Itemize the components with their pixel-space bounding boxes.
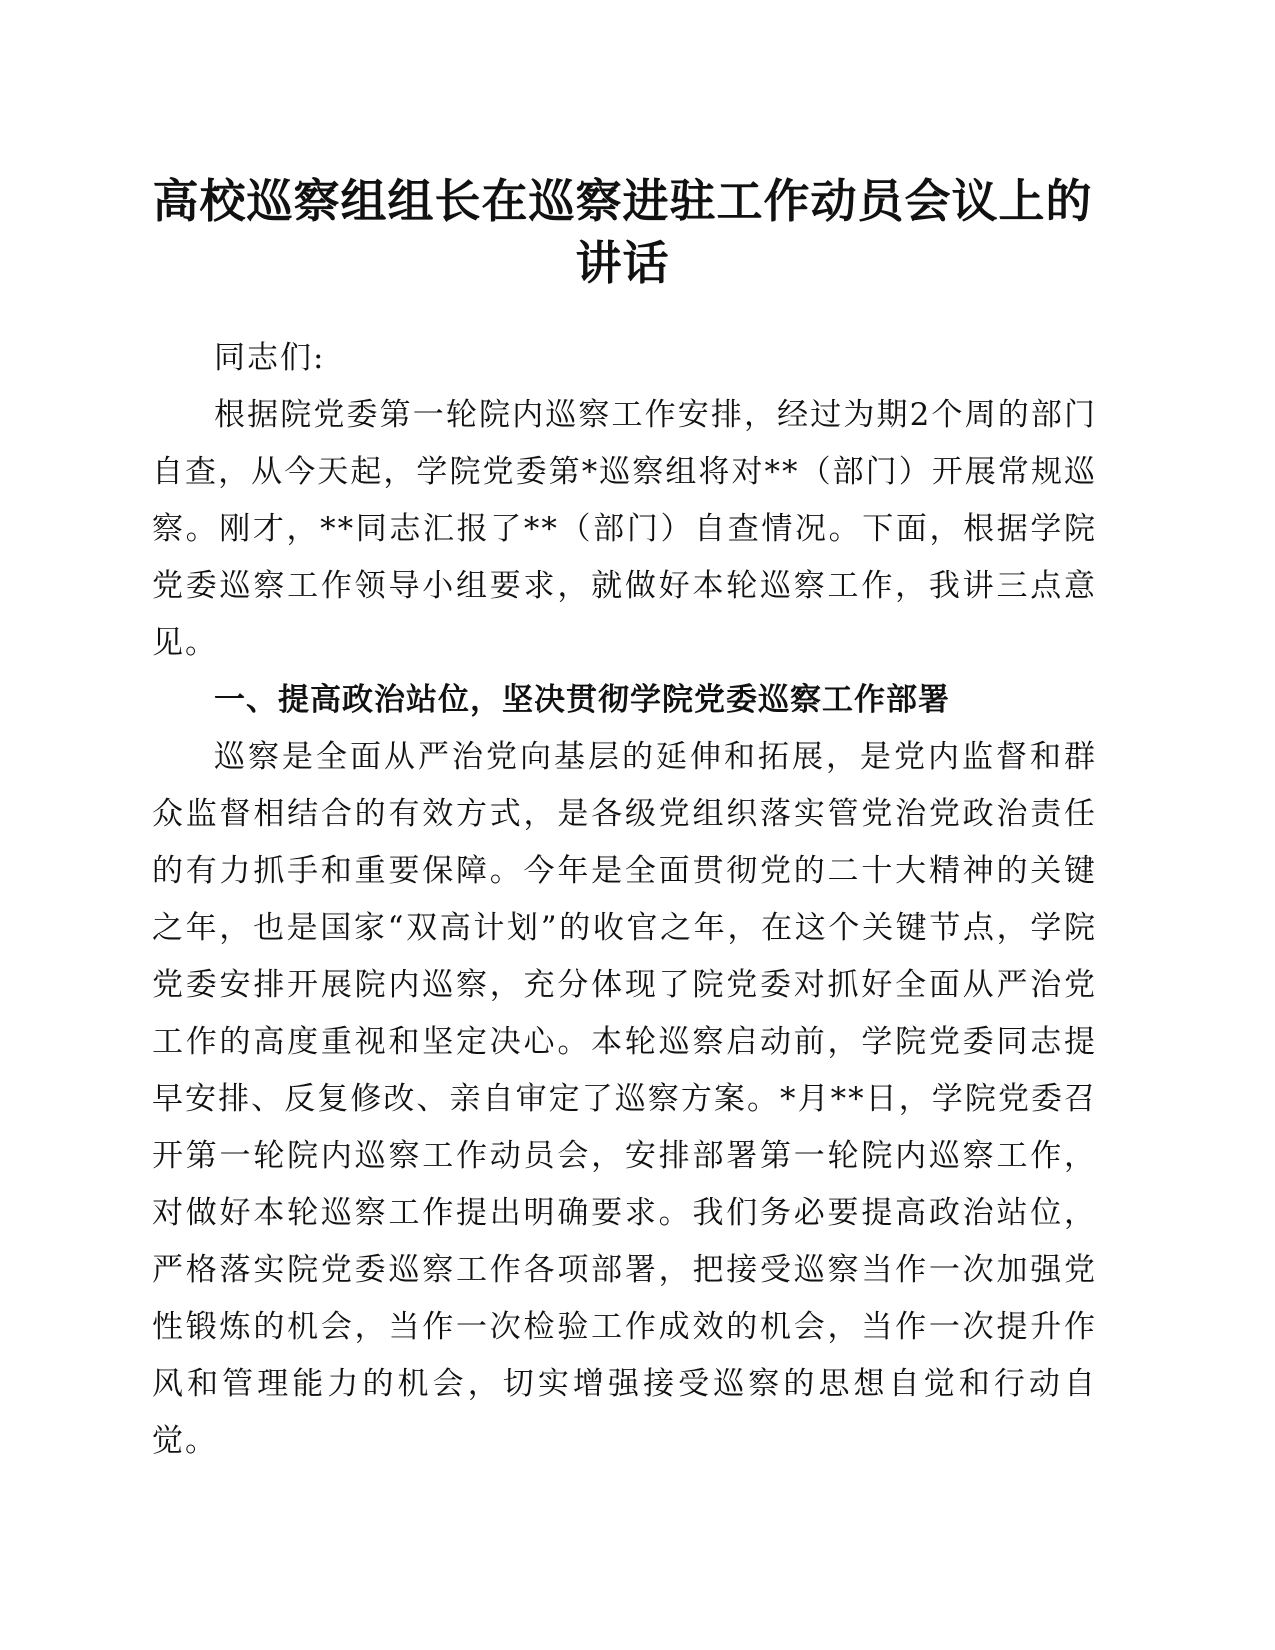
document-title: 高校巡察组组长在巡察进驻工作动员会议上的讲话 [152, 174, 1093, 290]
section-heading: 一、提高政治站位，坚决贯彻学院党委巡察工作部署 [214, 682, 950, 718]
salutation: 同志们: [214, 340, 326, 376]
body-paragraph: 巡察是全面从严治党向基层的延伸和拓展，是党内监督和群众监督相结合的有效方式，是各级党组织落实管党治党政治责任的有力抓手和重要保障。今年是全面贯彻党的二十大精神的关键之年，也是国家“双高计划”的收官之年，在这个关键节点，学院党委安排开展院内巡察，充分体现了院党委对抓好全面从严治党工作的高度重视和坚定决心。本轮巡察启动前，学院党委同志提早安排、反复修改、亲自审定了巡察方案。*月**日，学院党委召开第一轮院内巡察工作动员会，安排部署第一轮院内巡察工作，对做好本轮巡察工作提出明确要求。我们务必要提高政治站位，严格落实院党委巡察工作各项部署，把接受巡察当作一次加强党性锻炼的机会，当作一次检验工作成效的机会，当作一次提升作风和管理能力的机会，切实增强接受巡察的思想自觉和行动自觉。 [152, 739, 1097, 1459]
document-body [152, 330, 1097, 1470]
intro-paragraph: 根据院党委第一轮院内巡察工作安排，经过为期2个周的部门自查，从今天起，学院党委第*巡察组将对**（部门）开展常规巡察。刚才，**同志汇报了**（部门）自查情况。下面，根据学院党委巡察工作领导小组要求，就做好本轮巡察工作，我讲三点意见。 [152, 397, 1097, 661]
